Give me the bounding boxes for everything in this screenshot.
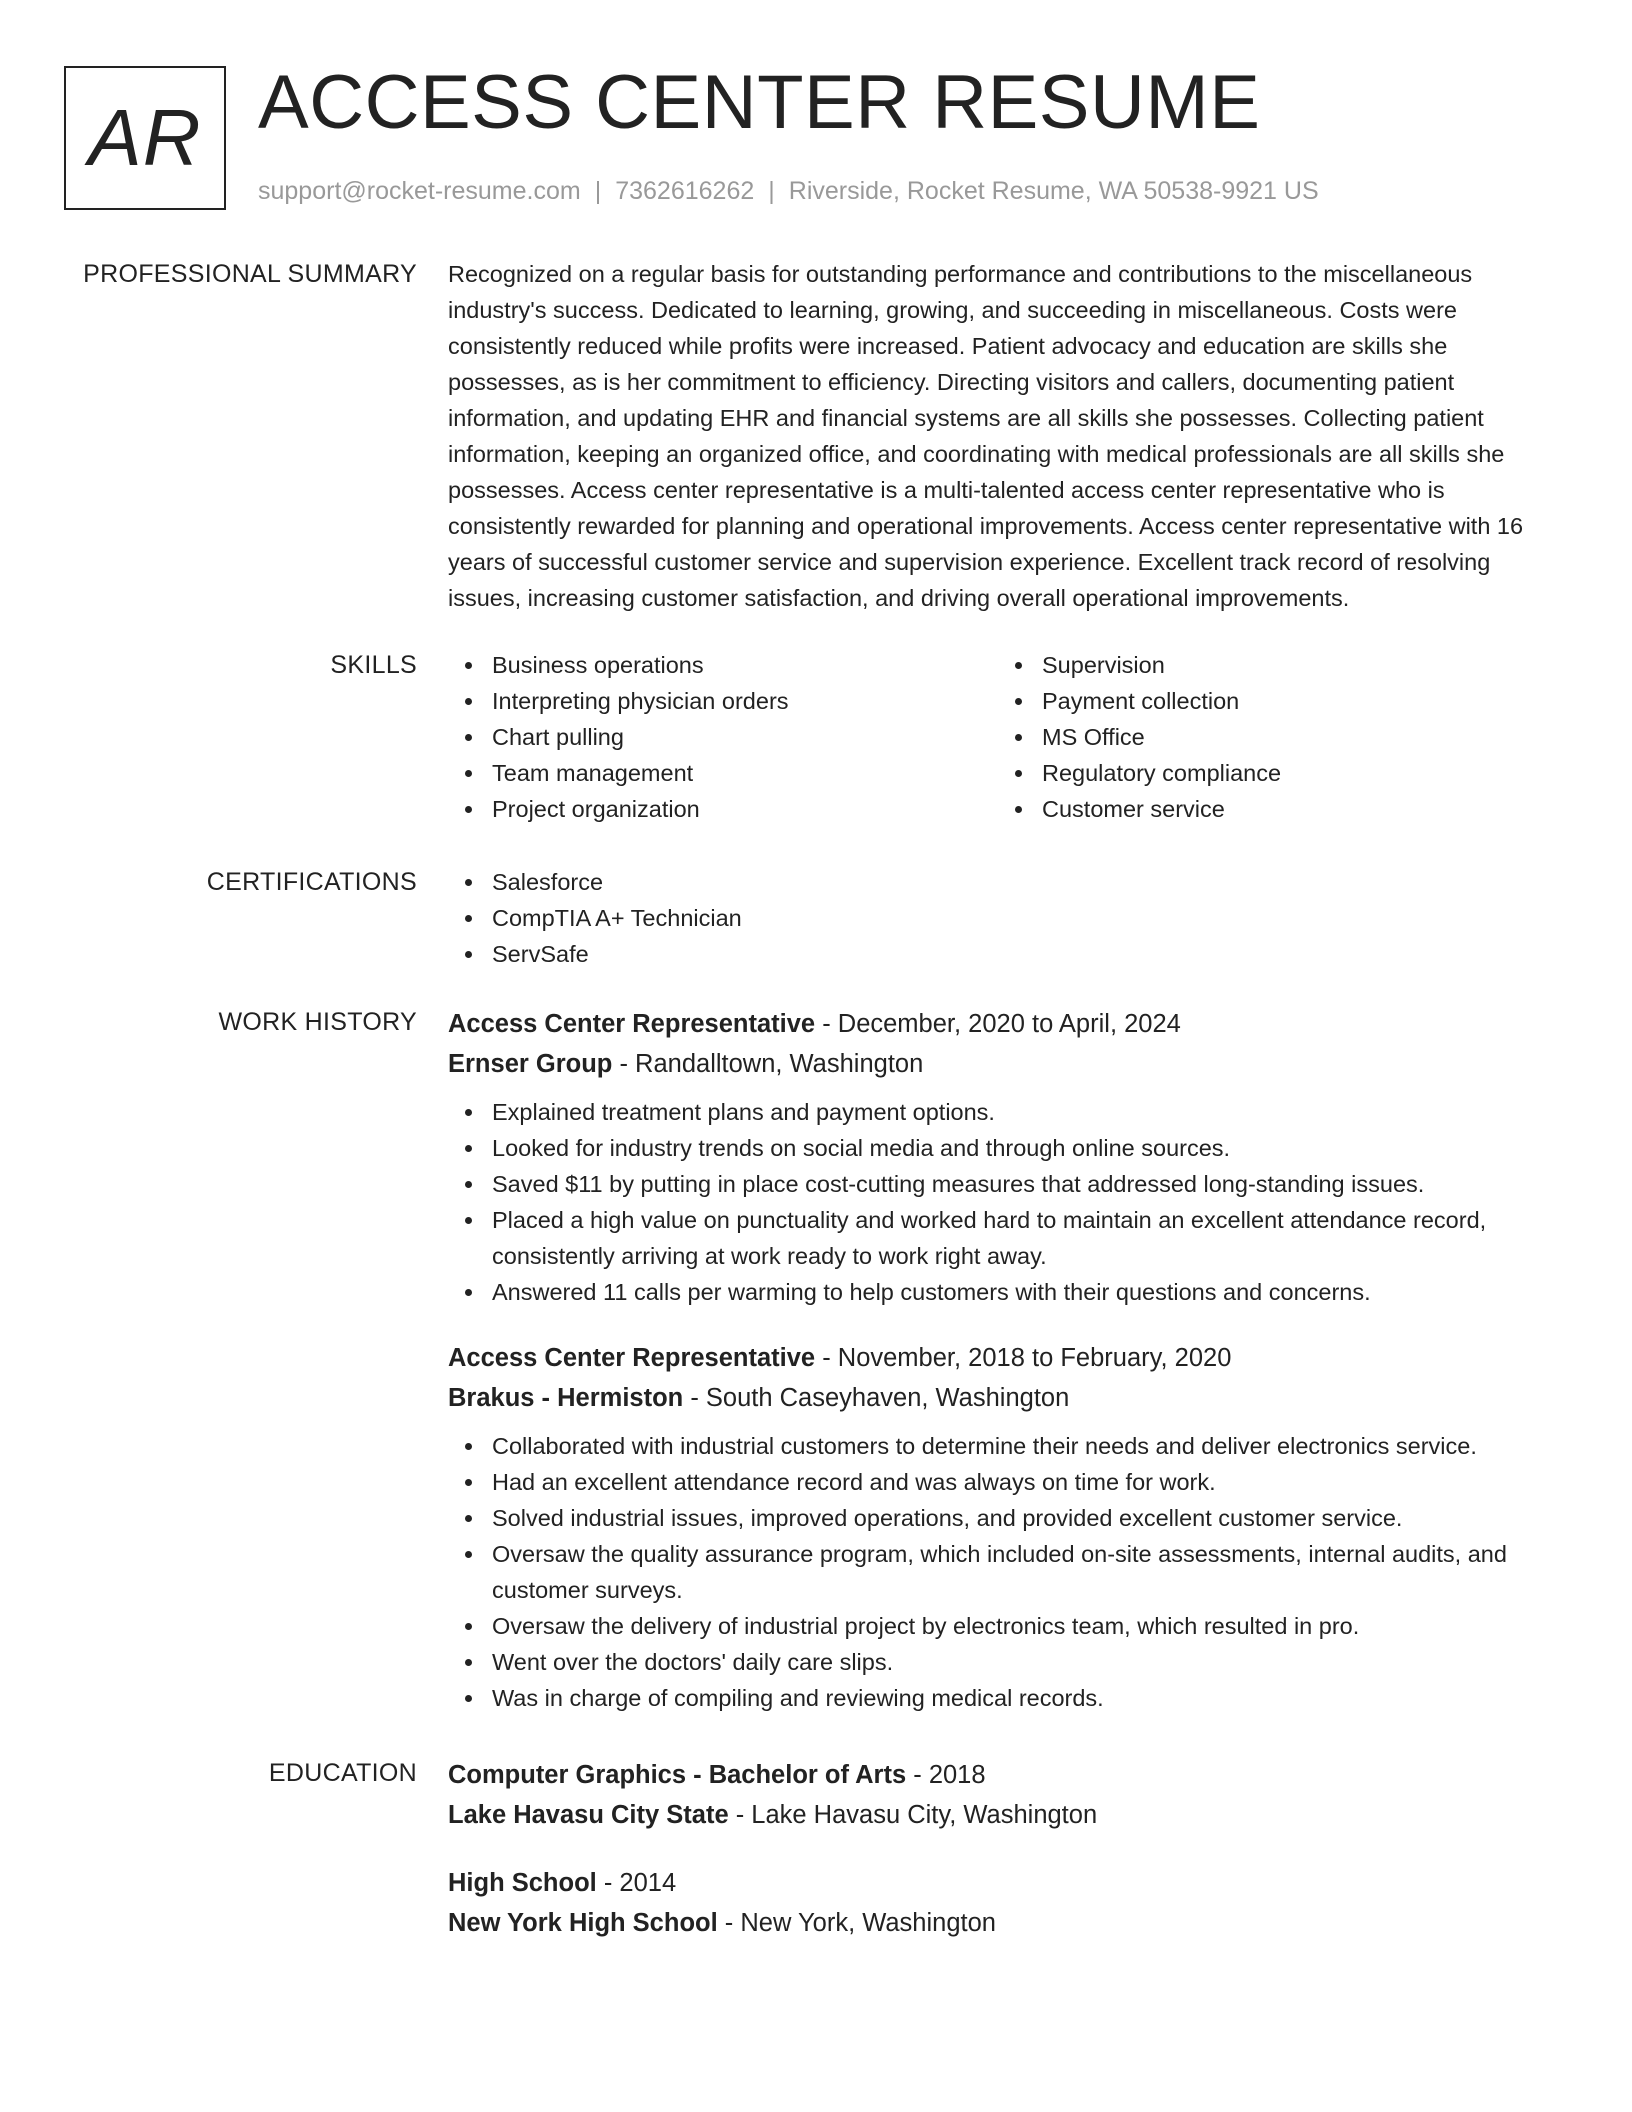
education-school: New York High School bbox=[448, 1909, 718, 1937]
job-duty: Had an excellent attendance record and was always on time for work. bbox=[448, 1464, 1568, 1500]
education-degree-line bbox=[448, 1755, 1568, 1795]
section-label: WORK HISTORY bbox=[218, 1008, 417, 1036]
job-duty: Oversaw the quality assurance program, which included on-site assessments, internal audits, and customer surveys. bbox=[448, 1536, 1568, 1608]
skills-list-left bbox=[448, 647, 998, 827]
skill-item: Customer service bbox=[998, 791, 1548, 827]
job-title: Access Center Representative bbox=[448, 1344, 816, 1372]
job-location: South Caseyhaven, Washington bbox=[705, 1384, 1070, 1412]
education-school-line bbox=[448, 1795, 1568, 1835]
education-body bbox=[448, 1755, 1568, 1943]
certifications-list bbox=[448, 864, 1568, 972]
job-duties-list bbox=[448, 1094, 1568, 1310]
education-degree: High School bbox=[448, 1869, 597, 1897]
skill-item: MS Office bbox=[998, 719, 1548, 755]
dash: - bbox=[815, 1344, 838, 1372]
job-title-line bbox=[448, 1004, 1568, 1044]
skill-item: Regulatory compliance bbox=[998, 755, 1548, 791]
job-company-line bbox=[448, 1378, 1568, 1418]
certification-item: CompTIA A+ Technician bbox=[448, 900, 1568, 936]
contact-phone[interactable]: 7362616262 bbox=[615, 177, 755, 205]
job-duty: Went over the doctors' daily care slips. bbox=[448, 1644, 1568, 1680]
contact-line bbox=[258, 175, 1319, 207]
job-duty: Explained treatment plans and payment options. bbox=[448, 1094, 1568, 1130]
job-duties-list bbox=[448, 1428, 1568, 1716]
section-label: CERTIFICATIONS bbox=[206, 868, 417, 896]
job-company: Brakus - Hermiston bbox=[448, 1384, 684, 1412]
contact-separator: | bbox=[768, 177, 775, 205]
job-duty: Collaborated with industrial customers to determine their needs and deliver electronics service. bbox=[448, 1428, 1568, 1464]
skills-list-right bbox=[998, 647, 1548, 827]
education-entry bbox=[448, 1755, 1568, 1835]
education-school: Lake Havasu City State bbox=[448, 1801, 729, 1829]
dash: - bbox=[906, 1761, 929, 1789]
education-location: Lake Havasu City, Washington bbox=[751, 1801, 1098, 1829]
job-company: Ernser Group bbox=[448, 1050, 613, 1078]
education-location: New York, Washington bbox=[740, 1909, 996, 1937]
education-degree-line bbox=[448, 1863, 1568, 1903]
certification-item: ServSafe bbox=[448, 936, 1568, 972]
skill-item: Chart pulling bbox=[448, 719, 998, 755]
skill-item: Interpreting physician orders bbox=[448, 683, 998, 719]
job-duty: Oversaw the delivery of industrial project by electronics team, which resulted in pro. bbox=[448, 1608, 1568, 1644]
skill-item: Project organization bbox=[448, 791, 998, 827]
skill-item: Supervision bbox=[998, 647, 1548, 683]
job-company-line bbox=[448, 1044, 1568, 1084]
education-year: 2014 bbox=[619, 1869, 677, 1897]
summary-text: Recognized on a regular basis for outstanding performance and contributions to the miscellaneous industry's success. Dedicated to learning, growing, and succeeding in miscellaneous. Costs were consistently reduced while profits were increased. Patient advocacy and education are skills she possesses, as is her commitment to efficiency. Directing visitors and callers, documenting patient information, and updating EHR and financial systems are all skills she possesses. Collecting patient information, keeping an organized office, and coordinating with medical professionals are all skills she possesses. Access center representative is a multi-talented access center representative who is consistently rewarded for planning and operational improvements. Access center representative with 16 years of successful customer service and supervision experience. Excellent track record of resolving issues, increasing customer satisfaction, and driving overall operational improvements. bbox=[448, 261, 1524, 611]
contact-address: Riverside, Rocket Resume, WA 50538-9921 US bbox=[788, 177, 1319, 205]
section-label: SKILLS bbox=[330, 651, 417, 679]
skill-item: Payment collection bbox=[998, 683, 1548, 719]
job-duty: Answered 11 calls per warming to help customers with their questions and concerns. bbox=[448, 1274, 1568, 1310]
dash: - bbox=[612, 1050, 636, 1078]
job-dates: November, 2018 to February, 2020 bbox=[837, 1344, 1232, 1372]
job-duty: Placed a high value on punctuality and worked hard to maintain an excellent attendance record, consistently arriving at work ready to work right away. bbox=[448, 1202, 1568, 1274]
resume-title: ACCESS CENTER RESUME bbox=[258, 60, 1261, 145]
job-entry bbox=[448, 1338, 1568, 1716]
section-label: EDUCATION bbox=[268, 1759, 417, 1787]
education-school-line bbox=[448, 1903, 1568, 1943]
job-duty: Solved industrial issues, improved operations, and provided excellent customer service. bbox=[448, 1500, 1568, 1536]
job-entry bbox=[448, 1004, 1568, 1310]
job-title: Access Center Representative bbox=[448, 1010, 816, 1038]
monogram-logo: AR bbox=[64, 66, 226, 210]
job-duty: Was in charge of compiling and reviewing medical records. bbox=[448, 1680, 1568, 1716]
job-duty: Saved $11 by putting in place cost-cutting measures that addressed long-standing issues. bbox=[448, 1166, 1568, 1202]
skills-body bbox=[448, 647, 1568, 827]
education-entry bbox=[448, 1863, 1568, 1943]
dash: - bbox=[717, 1909, 741, 1937]
skill-item: Team management bbox=[448, 755, 998, 791]
job-dates: December, 2020 to April, 2024 bbox=[837, 1010, 1181, 1038]
job-duty: Looked for industry trends on social media and through online sources. bbox=[448, 1130, 1568, 1166]
job-location: Randalltown, Washington bbox=[635, 1050, 924, 1078]
dash: - bbox=[728, 1801, 752, 1829]
job-title-line bbox=[448, 1338, 1568, 1378]
contact-email[interactable]: support@rocket-resume.com bbox=[258, 177, 581, 205]
dash: - bbox=[683, 1384, 706, 1412]
education-degree: Computer Graphics - Bachelor of Arts bbox=[448, 1761, 907, 1789]
certification-item: Salesforce bbox=[448, 864, 1568, 900]
education-year: 2018 bbox=[928, 1761, 986, 1789]
contact-separator: | bbox=[594, 177, 602, 205]
dash: - bbox=[596, 1869, 620, 1897]
work-history-body bbox=[448, 1004, 1568, 1716]
dash: - bbox=[815, 1010, 838, 1038]
certifications-body bbox=[448, 864, 1568, 972]
skill-item: Business operations bbox=[448, 647, 998, 683]
section-label: PROFESSIONAL SUMMARY bbox=[83, 260, 417, 288]
